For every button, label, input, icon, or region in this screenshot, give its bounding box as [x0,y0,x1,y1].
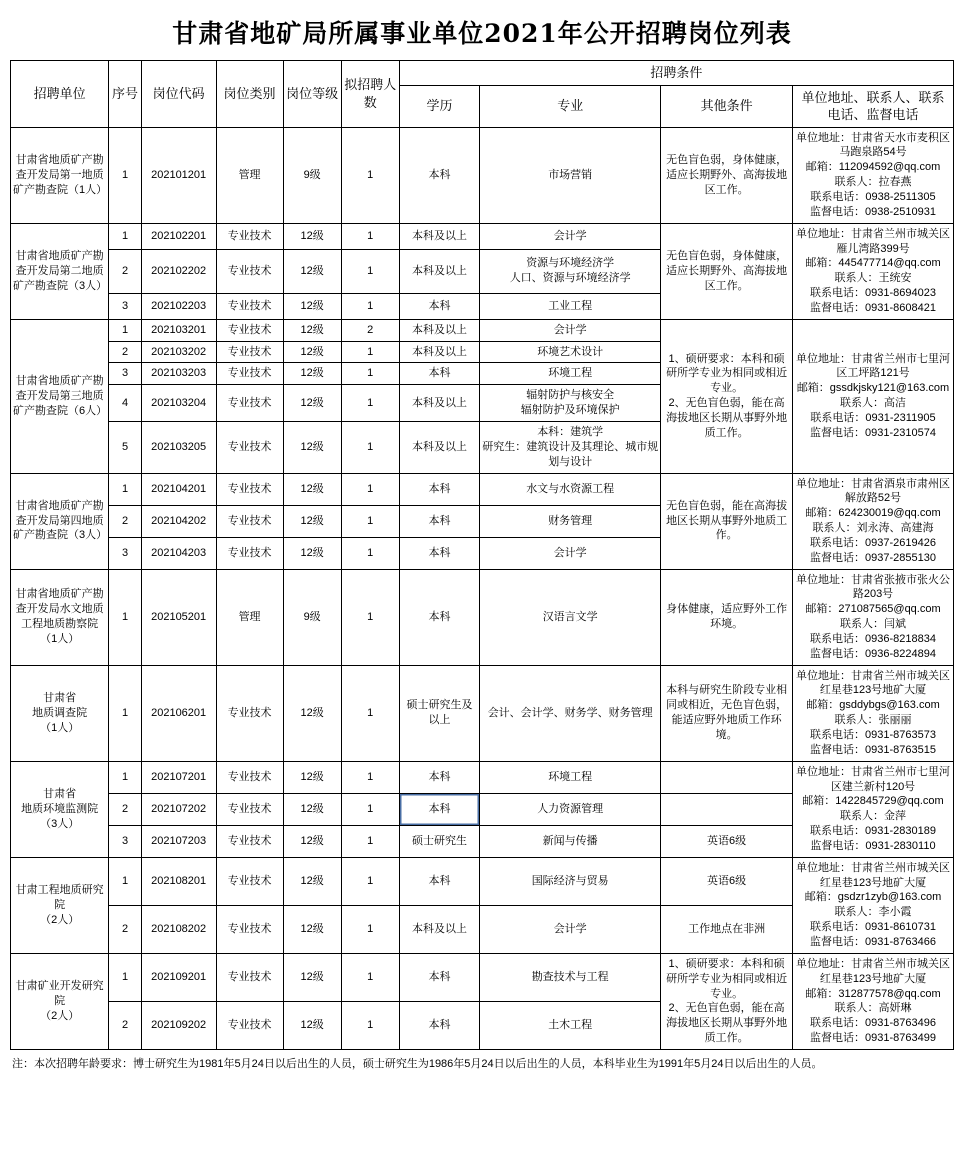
cell-category: 专业技术 [216,319,283,341]
cell-major: 辐射防护与核安全 辐射防护及环境保护 [480,385,661,422]
cell-major: 国际经济与贸易 [480,857,661,905]
cell-seq: 1 [109,223,141,249]
cell-count: 1 [341,1001,399,1049]
cell-category: 专业技术 [216,385,283,422]
cell-education: 硕士研究生 [399,825,479,857]
cell-education: 本科 [399,505,479,537]
cell-seq: 3 [109,537,141,569]
cell-education: 本科 [399,793,479,825]
cell-other: 身体健康，适应野外工作环境。 [661,569,793,665]
cell-count: 1 [341,505,399,537]
cell-address: 单位地址：甘肃省兰州市城关区红星巷123号地矿大厦 邮箱：312877578@qq.com 联系人：高妍琳 联系电话：0931-8763496 监督电话：0931-8763499 [793,953,954,1049]
cell-category: 专业技术 [216,857,283,905]
cell-category: 专业技术 [216,761,283,793]
cell-education: 本科及以上 [399,341,479,363]
cell-education: 本科及以上 [399,905,479,953]
cell-other: 无色盲色弱，身体健康，适应长期野外、高海拔地区工作。 [661,223,793,319]
cell-category: 管理 [216,127,283,223]
cell-education: 本科 [399,293,479,319]
cell-seq: 5 [109,421,141,473]
cell-education: 本科 [399,569,479,665]
cell-count: 1 [341,385,399,422]
cell-count: 1 [341,569,399,665]
cell-education: 本科及以上 [399,385,479,422]
col-header-education: 学历 [399,85,479,127]
cell-major: 新闻与传播 [480,825,661,857]
cell-level: 12级 [283,905,341,953]
table-row [11,665,954,761]
cell-level: 12级 [283,421,341,473]
cell-education: 本科 [399,761,479,793]
cell-level: 12级 [283,363,341,385]
table-row [11,223,954,249]
cell-level: 12级 [283,953,341,1001]
cell-unit: 甘肃矿业开发研究院 （2人） [11,953,109,1049]
cell-count: 1 [341,127,399,223]
cell-code: 202109201 [141,953,216,1001]
cell-unit: 甘肃工程地质研究院 （2人） [11,857,109,953]
cell-seq: 1 [109,761,141,793]
cell-seq: 2 [109,249,141,293]
cell-address: 单位地址：甘肃省张掖市张火公路203号 邮箱：271087565@qq.com 联系人：闫斌 联系电话：0936-8218834 监督电话：0936-8224894 [793,569,954,665]
cell-category: 专业技术 [216,953,283,1001]
cell-level: 12级 [283,319,341,341]
cell-major: 本科：建筑学 研究生：建筑设计及其理论、城市规划与设计 [480,421,661,473]
cell-count: 1 [341,293,399,319]
cell-seq: 1 [109,953,141,1001]
cell-level: 12级 [283,761,341,793]
col-header-unit: 招聘单位 [11,61,109,128]
cell-count: 1 [341,857,399,905]
cell-code: 202101201 [141,127,216,223]
cell-category: 专业技术 [216,363,283,385]
cell-code: 202108201 [141,857,216,905]
cell-education: 本科及以上 [399,421,479,473]
cell-code: 202103202 [141,341,216,363]
cell-major: 会计学 [480,537,661,569]
cell-level: 12级 [283,385,341,422]
cell-major: 环境艺术设计 [480,341,661,363]
cell-category: 专业技术 [216,665,283,761]
cell-unit: 甘肃省地质矿产勘查开发局第三地质矿产勘查院（6人） [11,319,109,473]
cell-level: 12级 [283,825,341,857]
cell-count: 1 [341,249,399,293]
cell-count: 2 [341,319,399,341]
cell-other: 1、硕研要求：本科和硕研所学专业为相同或相近专业。 2、无色盲色弱，能在高海拔地区长期从事野外地质工作。 [661,319,793,473]
cell-unit: 甘肃省地质矿产勘查开发局第一地质矿产勘查院（1人） [11,127,109,223]
cell-code: 202109202 [141,1001,216,1049]
cell-level: 12级 [283,249,341,293]
cell-code: 202103205 [141,421,216,473]
cell-seq: 3 [109,363,141,385]
cell-count: 1 [341,473,399,505]
cell-seq: 2 [109,905,141,953]
cell-other: 无色盲色弱，身体健康，适应长期野外、高海拔地区工作。 [661,127,793,223]
cell-count: 1 [341,793,399,825]
cell-count: 1 [341,223,399,249]
col-header-code: 岗位代码 [141,61,216,128]
table-row [11,569,954,665]
cell-count: 1 [341,363,399,385]
cell-category: 管理 [216,569,283,665]
cell-other [661,793,793,825]
cell-major: 市场营销 [480,127,661,223]
cell-seq: 2 [109,341,141,363]
cell-major: 会计学 [480,319,661,341]
cell-major: 汉语言文学 [480,569,661,665]
cell-level: 12级 [283,665,341,761]
cell-education: 本科及以上 [399,223,479,249]
cell-category: 专业技术 [216,473,283,505]
cell-unit: 甘肃省 地质环境监测院 （3人） [11,761,109,857]
cell-code: 202102202 [141,249,216,293]
cell-count: 1 [341,421,399,473]
cell-seq: 1 [109,665,141,761]
cell-major: 土木工程 [480,1001,661,1049]
cell-major: 勘查技术与工程 [480,953,661,1001]
cell-category: 专业技术 [216,223,283,249]
cell-education: 硕士研究生及以上 [399,665,479,761]
cell-count: 1 [341,905,399,953]
cell-education: 本科 [399,857,479,905]
cell-other: 无色盲色弱，能在高海拔地区长期从事野外地质工作。 [661,473,793,569]
table-header [11,61,954,128]
cell-unit: 甘肃省地质矿产勘查开发局第二地质矿产勘查院（3人） [11,223,109,319]
cell-seq: 3 [109,825,141,857]
col-header-count: 拟招聘人数 [341,61,399,128]
cell-level: 12级 [283,223,341,249]
cell-level: 12级 [283,857,341,905]
cell-category: 专业技术 [216,905,283,953]
cell-major: 会计、会计学、财务学、财务管理 [480,665,661,761]
cell-level: 12级 [283,293,341,319]
cell-other: 工作地点在非洲 [661,905,793,953]
cell-seq: 2 [109,1001,141,1049]
cell-seq: 1 [109,473,141,505]
cell-unit: 甘肃省地质矿产勘查开发局第四地质矿产勘查院（3人） [11,473,109,569]
cell-education: 本科 [399,1001,479,1049]
cell-major: 人力资源管理 [480,793,661,825]
col-header-other: 其他条件 [661,85,793,127]
recruitment-table [10,60,954,1050]
cell-level: 9级 [283,569,341,665]
col-header-category: 岗位类别 [216,61,283,128]
cell-count: 1 [341,537,399,569]
cell-category: 专业技术 [216,249,283,293]
cell-category: 专业技术 [216,793,283,825]
cell-education: 本科 [399,127,479,223]
cell-code: 202102203 [141,293,216,319]
cell-education: 本科及以上 [399,249,479,293]
cell-unit: 甘肃省地质矿产勘查开发局水文地质工程地质勘察院（1人） [11,569,109,665]
cell-education: 本科 [399,473,479,505]
cell-major: 会计学 [480,223,661,249]
cell-seq: 1 [109,127,141,223]
cell-code: 202104201 [141,473,216,505]
col-header-major: 专业 [480,85,661,127]
col-header-conditions: 招聘条件 [399,61,953,86]
cell-count: 1 [341,953,399,1001]
cell-unit: 甘肃省 地质调查院 （1人） [11,665,109,761]
cell-code: 202107202 [141,793,216,825]
cell-category: 专业技术 [216,1001,283,1049]
cell-address: 单位地址：甘肃省兰州市七里河区建兰新村120号 邮箱：1422845729@qq.com 联系人：金萍 联系电话：0931-2830189 监督电话：0931-2830110 [793,761,954,857]
cell-other: 英语6级 [661,857,793,905]
cell-category: 专业技术 [216,505,283,537]
cell-other: 本科与研究生阶段专业相同或相近，无色盲色弱，能适应野外地质工作环境。 [661,665,793,761]
cell-level: 12级 [283,473,341,505]
cell-code: 202106201 [141,665,216,761]
table-row [11,857,954,905]
cell-level: 12级 [283,537,341,569]
cell-major: 会计学 [480,905,661,953]
cell-major: 工业工程 [480,293,661,319]
cell-major: 资源与环境经济学 人口、资源与环境经济学 [480,249,661,293]
cell-code: 202105201 [141,569,216,665]
cell-major: 财务管理 [480,505,661,537]
cell-major: 水文与水资源工程 [480,473,661,505]
cell-other [661,761,793,793]
cell-address: 单位地址：甘肃省酒泉市肃州区解放路52号 邮箱：624230019@qq.com 联系人：刘永涛、高建海 联系电话：0937-2619426 监督电话：0937-2855130 [793,473,954,569]
cell-level: 12级 [283,505,341,537]
cell-level: 9级 [283,127,341,223]
page-title: 甘肃省地矿局所属事业单位2021年公开招聘岗位列表 [172,19,792,48]
cell-category: 专业技术 [216,293,283,319]
cell-count: 1 [341,341,399,363]
cell-count: 1 [341,825,399,857]
cell-address: 单位地址：甘肃省兰州市七里河区工坪路121号 邮箱：gssdkjsky121@163.com 联系人：高洁 联系电话：0931-2311905 监督电话：0931-2310574 [793,319,954,473]
cell-code: 202107203 [141,825,216,857]
col-header-seq: 序号 [109,61,141,128]
cell-education: 本科及以上 [399,319,479,341]
cell-category: 专业技术 [216,825,283,857]
table-row [11,319,954,341]
cell-seq: 1 [109,857,141,905]
cell-seq: 1 [109,569,141,665]
cell-other: 英语6级 [661,825,793,857]
cell-code: 202103201 [141,319,216,341]
cell-address: 单位地址：甘肃省兰州市城关区红星巷123号地矿大厦 邮箱：gsdzr1zyb@163.com 联系人：李小霞 联系电话：0931-8610731 监督电话：0931-8763466 [793,857,954,953]
cell-code: 202103203 [141,363,216,385]
cell-address: 单位地址：甘肃省天水市麦积区马跑泉路54号 邮箱：112094592@qq.com 联系人：拉春燕 联系电话：0938-2511305 监督电话：0938-2510931 [793,127,954,223]
cell-education: 本科 [399,953,479,1001]
cell-seq: 1 [109,319,141,341]
cell-other: 1、硕研要求：本科和硕研所学专业为相同或相近专业。 2、无色盲色弱，能在高海拔地区长期从事野外地质工作。 [661,953,793,1049]
col-header-level: 岗位等级 [283,61,341,128]
cell-count: 1 [341,761,399,793]
cell-address: 单位地址：甘肃省兰州市城关区雁儿湾路399号 邮箱：445477714@qq.com 联系人：王统安 联系电话：0931-8694023 监督电话：0931-8608421 [793,223,954,319]
cell-code: 202104202 [141,505,216,537]
cell-level: 12级 [283,793,341,825]
cell-category: 专业技术 [216,341,283,363]
cell-seq: 2 [109,505,141,537]
cell-education: 本科 [399,537,479,569]
cell-code: 202104203 [141,537,216,569]
cell-address: 单位地址：甘肃省兰州市城关区红星巷123号地矿大厦 邮箱：gsddybgs@163.com 联系人：张丽丽 联系电话：0931-8763573 监督电话：0931-8763515 [793,665,954,761]
table-row [11,127,954,223]
table-body [11,127,954,1049]
table-row [11,953,954,1001]
cell-code: 202102201 [141,223,216,249]
cell-category: 专业技术 [216,421,283,473]
col-header-address: 单位地址、联系人、联系电话、监督电话 [793,85,954,127]
cell-category: 专业技术 [216,537,283,569]
table-row [11,473,954,505]
cell-education: 本科 [399,363,479,385]
cell-level: 12级 [283,341,341,363]
cell-seq: 3 [109,293,141,319]
cell-level: 12级 [283,1001,341,1049]
table-row [11,761,954,793]
cell-major: 环境工程 [480,363,661,385]
cell-major: 环境工程 [480,761,661,793]
cell-code: 202103204 [141,385,216,422]
footnote: 注：本次招聘年龄要求：博士研究生为1981年5月24日以后出生的人员，硕士研究生为1986年5月24日以后出生的人员，本科毕业生为1991年5月24日以后出生的人员。 [12,1057,823,1070]
cell-code: 202107201 [141,761,216,793]
cell-count: 1 [341,665,399,761]
cell-seq: 2 [109,793,141,825]
cell-code: 202108202 [141,905,216,953]
cell-seq: 4 [109,385,141,422]
